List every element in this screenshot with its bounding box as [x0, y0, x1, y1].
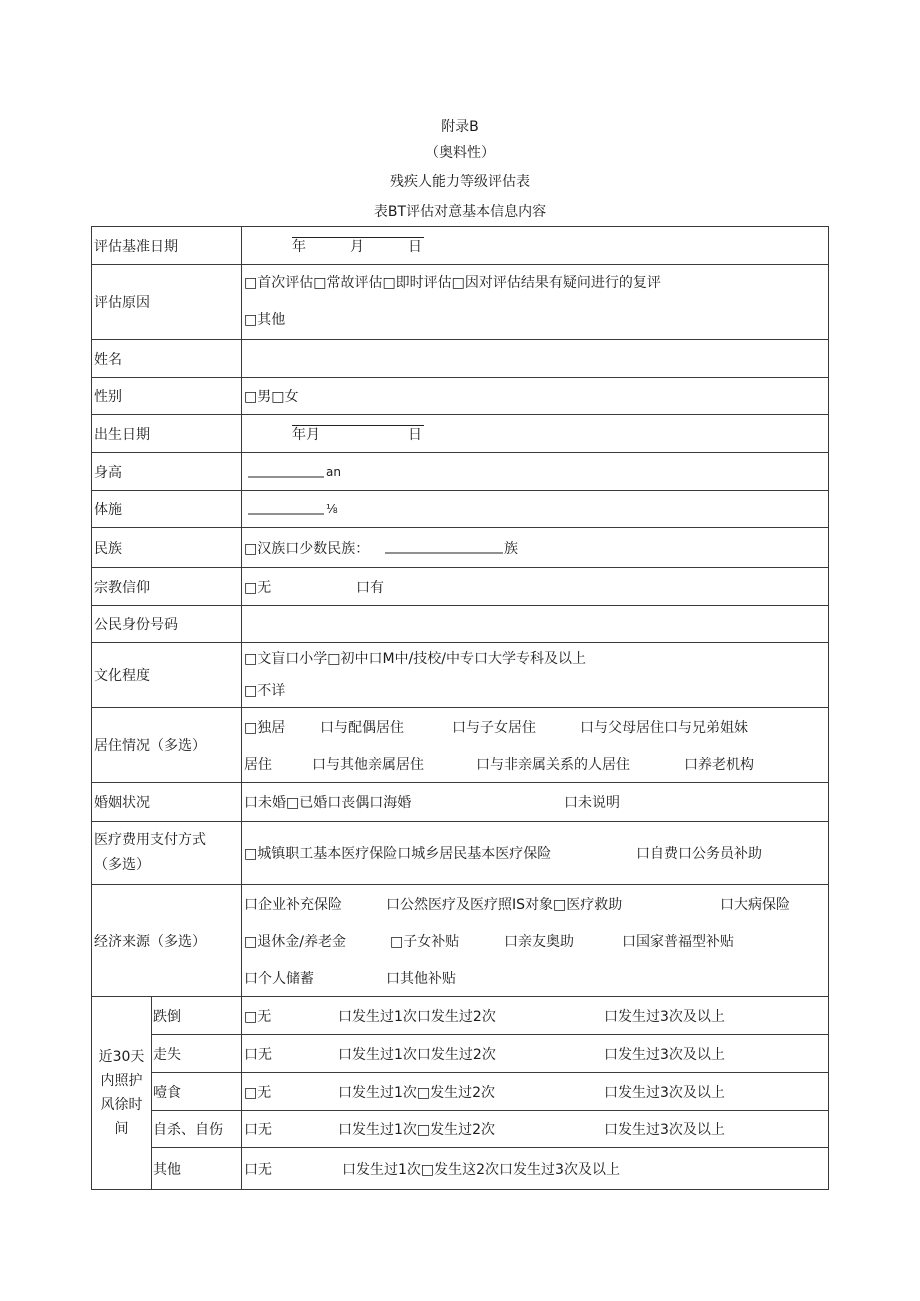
risk-side-label: 近30天内照护风徐时间: [92, 997, 152, 1190]
birth-field[interactable]: [242, 415, 829, 453]
eval-reason-label: 评估原因: [92, 265, 242, 340]
medical-label-line1: 医疗费用支付方式: [94, 832, 206, 848]
risk-opt-last[interactable]: 口发生过3次及以上: [604, 1122, 725, 1138]
birth-underline: [292, 425, 424, 426]
basic-info-table: [91, 226, 829, 1190]
income-line3: [244, 959, 828, 996]
row-gender: [92, 378, 829, 415]
eval-reason-line2[interactable]: □其他: [244, 312, 286, 328]
risk-opt-none[interactable]: 口无: [244, 1122, 272, 1138]
row-eval-date: [92, 227, 829, 265]
risk-opt-last[interactable]: 口发生过3次及以上: [604, 1046, 725, 1063]
row-eval-reason: [92, 265, 829, 340]
eval-date-month: 月: [350, 238, 364, 255]
id-number-label: 公民身份号码: [92, 606, 242, 643]
risk-item-options[interactable]: [242, 1035, 829, 1073]
living-opt-siblings-cont: 居住: [244, 756, 272, 773]
weight-blank[interactable]: [248, 504, 324, 515]
income-label: 经济来源（多选）: [92, 885, 242, 997]
risk-item-label: 其他: [152, 1148, 242, 1190]
table-title: 表BT评估对意基本信息内容: [373, 204, 547, 220]
risk-opt-last[interactable]: 口发生过3次及以上: [604, 1008, 725, 1025]
row-living: [92, 708, 829, 783]
eval-reason-options[interactable]: [242, 265, 829, 340]
risk-opt-middle[interactable]: 口发生过1次□发生过2次: [338, 1084, 496, 1101]
income-opt-state-subsidy[interactable]: 口国家普福型补贴: [622, 933, 734, 950]
birth-label: 出生日期: [92, 415, 242, 453]
risk-item-label: 自杀、自伤: [152, 1111, 242, 1148]
marriage-options[interactable]: 口未婚□已婚口丧偶口海婚: [244, 795, 412, 811]
ethnicity-suffix: 族: [504, 540, 518, 557]
education-line1[interactable]: □文盲口小学□初中口M中/技校/中专口大学专科及以上: [244, 651, 586, 667]
living-line2: [244, 745, 828, 782]
eval-date-field[interactable]: [242, 227, 829, 265]
education-options[interactable]: [242, 643, 829, 708]
income-opt-enterprise[interactable]: 口企业补充保险: [244, 896, 342, 913]
eval-reason-line1[interactable]: □首次评估□常故评估□即时评估□因对评估结果有疑问进行的复评: [244, 275, 661, 291]
living-line1: [244, 708, 828, 745]
ethnicity-blank[interactable]: [385, 542, 503, 553]
marriage-label: 婚姻状况: [92, 783, 242, 822]
income-opt-critical-illness[interactable]: 口大病保险: [720, 896, 790, 913]
eval-date-year: 年: [292, 238, 306, 255]
education-label: 文化程度: [92, 643, 242, 708]
risk-item-options[interactable]: [242, 997, 829, 1035]
risk-item-label: 走失: [152, 1035, 242, 1073]
gender-options[interactable]: □男□女: [242, 378, 829, 415]
living-opt-relatives[interactable]: 口与其他亲属居住: [312, 756, 424, 773]
medical-extra[interactable]: 口自费口公务员补助: [636, 846, 762, 862]
living-opt-alone[interactable]: □独居: [244, 719, 286, 736]
income-opt-children[interactable]: □子女补贴: [390, 933, 460, 950]
risk-opt-none[interactable]: □无: [244, 1008, 272, 1025]
height-field[interactable]: [242, 453, 829, 491]
medical-label-line2: （多选）: [94, 857, 150, 873]
religion-field[interactable]: [242, 568, 829, 606]
living-opt-nonrelatives[interactable]: 口与非亲属关系的人居住: [476, 756, 630, 773]
weight-unit: ⅛: [326, 502, 338, 516]
risk-opt-middle[interactable]: 口发生过1次口发生过2次: [338, 1046, 496, 1063]
id-number-field[interactable]: [242, 606, 829, 643]
religion-label: 宗教信仰: [92, 568, 242, 606]
row-height: [92, 453, 829, 491]
birth-year-month: 年月: [292, 426, 320, 443]
name-label: 姓名: [92, 340, 242, 378]
risk-opt-middle[interactable]: 口发生过1次□发生过2次: [338, 1122, 496, 1138]
ethnicity-label: 民族: [92, 528, 242, 568]
risk-item-options[interactable]: [242, 1073, 829, 1111]
living-opt-spouse[interactable]: 口与配偶居住: [320, 719, 404, 736]
living-opt-parents[interactable]: 口与父母居住口与兄弟姐妹: [580, 719, 748, 736]
eval-date-label: 评估基准日期: [92, 227, 242, 265]
birth-day: 日: [408, 426, 422, 443]
income-line1: [244, 885, 828, 922]
risk-opt-middle[interactable]: 口发生过1次口发生过2次: [338, 1008, 496, 1025]
living-opt-children[interactable]: 口与子女居住: [452, 719, 536, 736]
risk-opt-middle[interactable]: 口发生过1次□发生这2次口发生过3次及以上: [342, 1161, 620, 1178]
height-label: 身高: [92, 453, 242, 491]
medical-label: [92, 822, 242, 885]
religion-yes[interactable]: 口有: [356, 579, 384, 596]
row-weight: [92, 491, 829, 528]
height-blank[interactable]: [248, 466, 324, 477]
appendix-note: （奥料性）: [425, 145, 495, 161]
name-field[interactable]: [242, 340, 829, 378]
income-opt-public-medical[interactable]: 口公然医疗及医疗照IS对象□医疗救助: [386, 896, 623, 913]
risk-row: [92, 1148, 829, 1190]
income-opt-savings[interactable]: 口个人储蓄: [244, 970, 314, 987]
risk-row: [92, 1073, 829, 1111]
risk-item-label: 噎食: [152, 1073, 242, 1111]
row-ethnicity: [92, 528, 829, 568]
weight-field[interactable]: [242, 491, 829, 528]
living-options[interactable]: [242, 708, 829, 783]
row-birth: [92, 415, 829, 453]
living-label: 居住情况（多选）: [92, 708, 242, 783]
weight-label: 体施: [92, 491, 242, 528]
row-income: [92, 885, 829, 997]
marriage-field[interactable]: [242, 783, 829, 822]
living-opt-institution[interactable]: 口养老机构: [684, 756, 754, 773]
risk-opt-none[interactable]: □无: [244, 1084, 272, 1101]
risk-opt-last[interactable]: 口发生过3次及以上: [604, 1084, 725, 1101]
income-opt-friends[interactable]: 口亲友奥助: [504, 933, 574, 950]
income-line2: [244, 922, 828, 959]
medical-field[interactable]: [242, 822, 829, 885]
income-opt-pension[interactable]: □退休金/养老金: [244, 933, 346, 950]
appendix-label: 附录B: [441, 119, 479, 135]
risk-item-options[interactable]: [242, 1111, 829, 1148]
row-marriage: [92, 783, 829, 822]
eval-date-day: 日: [408, 238, 422, 255]
row-education: [92, 643, 829, 708]
risk-row: [92, 1111, 829, 1148]
marriage-unspecified[interactable]: 口未说明: [564, 795, 620, 811]
row-religion: [92, 568, 829, 606]
document-title: 残疾人能力等级评估表: [390, 174, 530, 190]
education-line2[interactable]: □不详: [244, 683, 286, 699]
risk-item-options[interactable]: [242, 1148, 829, 1190]
gender-label: 性别: [92, 378, 242, 415]
risk-opt-none[interactable]: 口无: [244, 1161, 272, 1178]
risk-row: [92, 997, 829, 1035]
risk-opt-none[interactable]: 口无: [244, 1046, 272, 1063]
ethnicity-field[interactable]: [242, 528, 829, 568]
income-options[interactable]: [242, 885, 829, 997]
income-opt-other[interactable]: 口其他补贴: [386, 970, 456, 987]
row-name: [92, 340, 829, 378]
height-unit: an: [326, 464, 341, 479]
row-id-number: [92, 606, 829, 643]
ethnicity-options[interactable]: □汉族口少数民族：: [244, 540, 370, 557]
eval-date-underline: [292, 237, 424, 238]
medical-options[interactable]: □城镇职工基本医疗保险口城乡居民基本医疗保险: [244, 846, 552, 862]
risk-item-label: 跌倒: [152, 997, 242, 1035]
row-medical: [92, 822, 829, 885]
risk-row: [92, 1035, 829, 1073]
religion-none[interactable]: □无: [244, 579, 272, 596]
